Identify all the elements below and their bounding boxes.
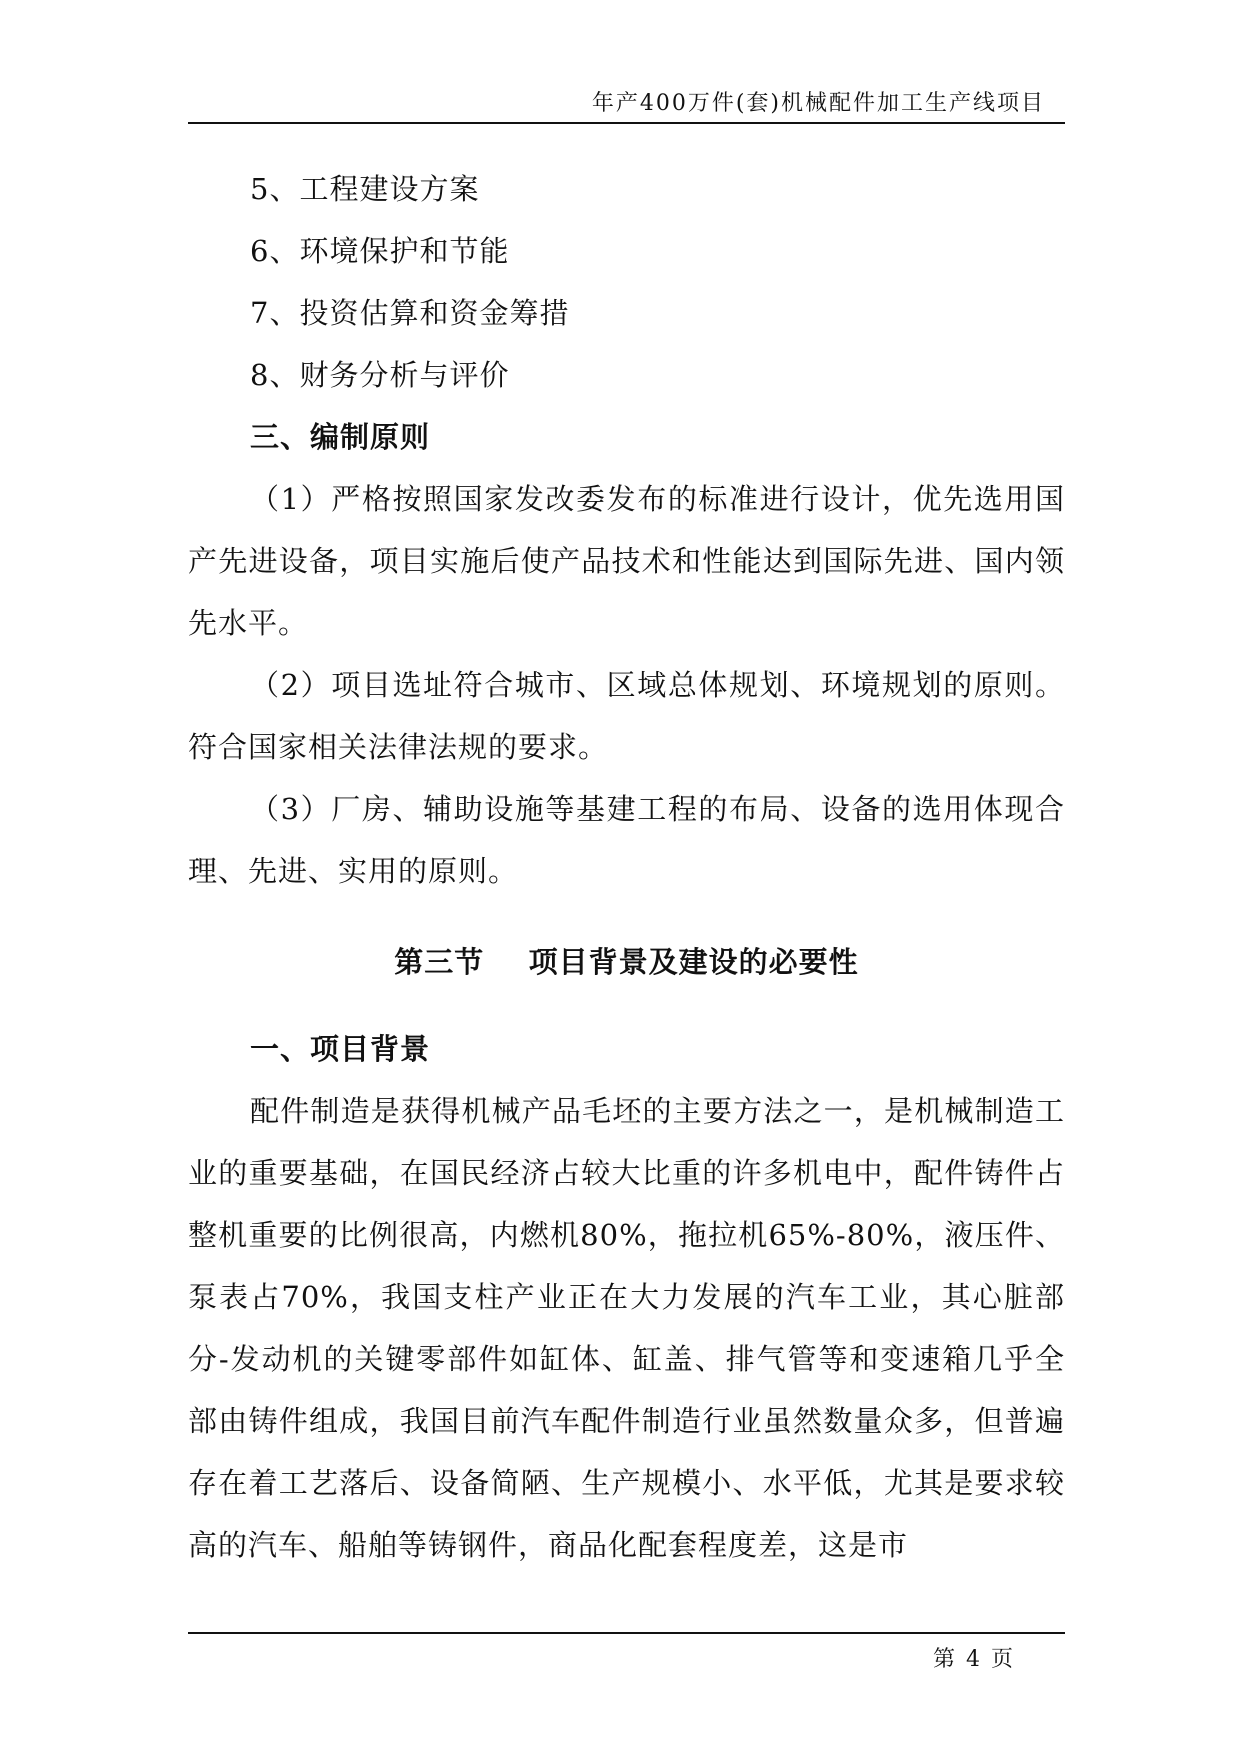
- principle-paragraph: （1）严格按照国家发改委发布的标准进行设计，优先选用国产先进设备，项目实施后使产品技术和性能达到国际先进、国内领先水平。: [188, 482, 1065, 640]
- page-body: [188, 158, 1065, 1576]
- heading-principles: 三、编制原则: [250, 420, 431, 454]
- principle-paragraph: （2）项目选址符合城市、区域总体规划、环境规划的原则。符合国家相关法律法规的要求。: [188, 668, 1065, 764]
- running-header: 年产400万件(套)机械配件加工生产线项目: [591, 91, 1045, 116]
- list-item: 7、投资估算和资金筹措: [250, 296, 570, 330]
- heading-background: 一、项目背景: [250, 1032, 431, 1066]
- list-item: 6、环境保护和节能: [250, 234, 510, 268]
- background-paragraph: 配件制造是获得机械产品毛坯的主要方法之一，是机械制造工业的重要基础，在国民经济占较大比重的许多机电中，配件铸件占整机重要的比例很高，内燃机80%，拖拉机65%-80%，液压件、泵表占70%，我国支柱产业正在大力发展的汽车工业，其心脏部分-发动机的关键零部件如缸体、缸盖、排气管等和变速箱几乎全部由铸件组成，我国目前汽车配件制造行业虽然数量众多，但普遍存在着工艺落后、设备简陋、生产规模小、水平低，尤其是要求较高的汽车、船舶等铸钢件，商品化配套程度差，这是市: [188, 1094, 1065, 1562]
- header-divider: [188, 122, 1065, 124]
- list-item: 5、工程建设方案: [250, 172, 480, 206]
- section-title: 第三节 项目背景及建设的必要性: [394, 945, 859, 979]
- list-item: 8、财务分析与评价: [250, 358, 510, 392]
- footer-divider: [188, 1632, 1065, 1634]
- principle-paragraph: （3）厂房、辅助设施等基建工程的布局、设备的选用体现合理、先进、实用的原则。: [188, 792, 1065, 888]
- page-number: 第 4 页: [933, 1647, 1015, 1672]
